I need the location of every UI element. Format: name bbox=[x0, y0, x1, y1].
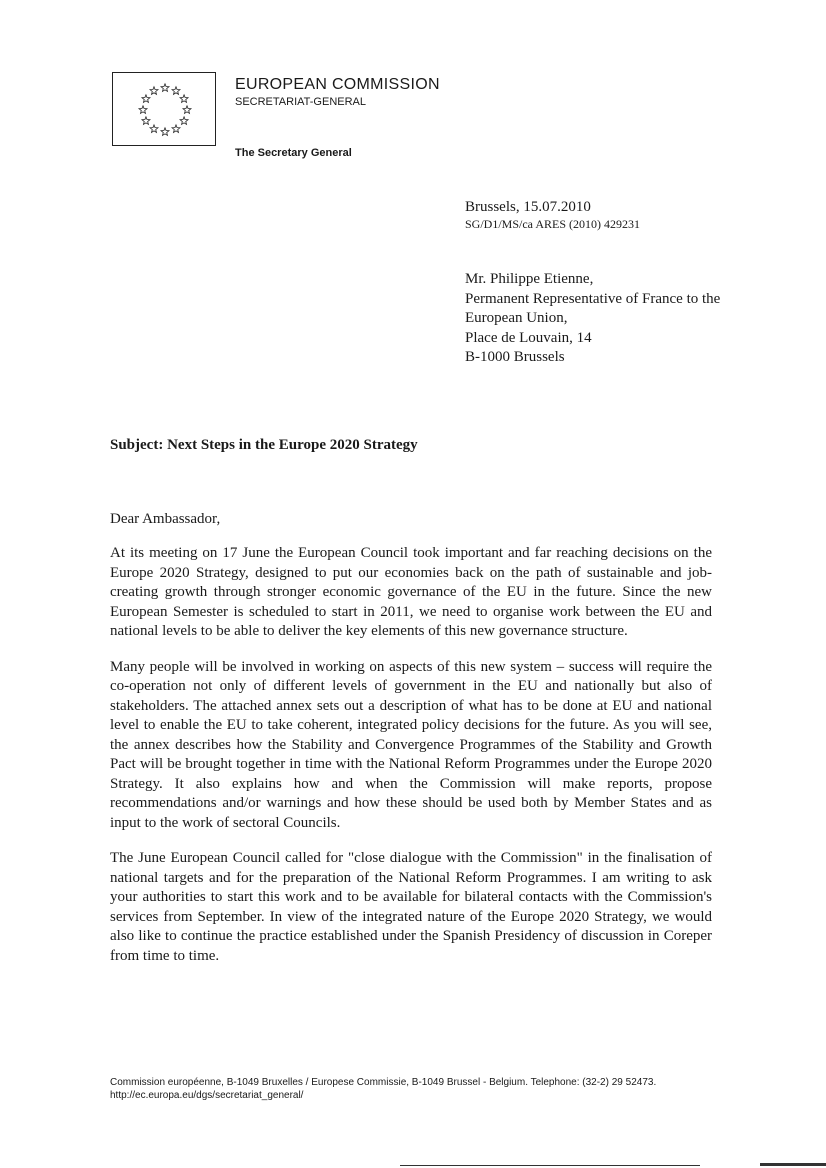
star-icon bbox=[139, 106, 147, 114]
star-icon bbox=[142, 95, 150, 103]
recipient-line: European Union, bbox=[465, 310, 568, 326]
body-paragraph: Many people will be involved in working on aspects of this new system – success will require the co-operation not only of different levels of government in the EU and nationally but also of stakeholders. The attached annex sets out a description of what has to be done at EU and national level to enable the EU to take coherent, integrated policy decisions for the future. As you will see, the annex describes how the Stability and Convergence Programmes of the Stability and Growth Pact will be brought together in time with the National Reform Programmes under the Europe 2020 Strategy. It also explains how and when the Commission will make reports, propose recommendations and/or warnings and how these should be used both by Member States and as input to the work of sectoral Councils. bbox=[110, 658, 712, 831]
recipient-line: Permanent Representative of France to the bbox=[465, 290, 721, 307]
signatory-title: The Secretary General bbox=[235, 147, 352, 159]
footer bbox=[110, 1076, 750, 1102]
recipient-line: Place de Louvain, 14 bbox=[465, 329, 592, 346]
subject-line: Subject: Next Steps in the Europe 2020 Strategy bbox=[110, 437, 418, 453]
recipient-line: Mr. Philippe Etienne, bbox=[465, 271, 594, 287]
body-paragraph: The June European Council called for "close dialogue with the Commission" in the finalisation of national targets and for the preparation of the National Reform Programmes. I am writing to ask your authorities to start this work and to be available for bilateral contacts with the Commission's services from September. In view of the integrated nature of the Europe 2020 Strategy, we would also like to continue the practice established under the Spanish Presidency of discussion in Coreper from time to time. bbox=[110, 850, 712, 964]
reference-number: SG/D1/MS/ca ARES (2010) 429231 bbox=[465, 217, 641, 231]
eu-logo bbox=[112, 72, 216, 146]
star-icon bbox=[150, 87, 158, 95]
star-icon bbox=[180, 117, 188, 125]
org-name: EUROPEAN COMMISSION bbox=[235, 76, 440, 93]
salutation: Dear Ambassador, bbox=[110, 511, 221, 527]
recipient-address bbox=[465, 270, 720, 368]
body-paragraph: At its meeting on 17 June the European Council took important and far reaching decisions on the Europe 2020 Strategy, designed to put our economies back on the path of sustainable and job-creating growth through stronger economic governance of the EU in the future. Since the new European Semester is scheduled to start in 2011, we need to organise work between the EU and national levels to be able to deliver the key elements of this new governance structure. bbox=[110, 545, 712, 639]
star-icon bbox=[150, 125, 158, 133]
star-icon bbox=[172, 87, 180, 95]
letter-body bbox=[110, 544, 712, 982]
footer-address: Commission européenne, B-1049 Bruxelles / Europese Commissie, B-1049 Brussel - Belgium. Telephone: (32-2) 29 52473. bbox=[110, 1077, 657, 1088]
letterhead bbox=[235, 75, 440, 109]
recipient-line: B-1000 Brussels bbox=[465, 349, 565, 365]
footer-url: http://ec.europa.eu/dgs/secretariat_general/ bbox=[110, 1090, 304, 1101]
star-icon bbox=[183, 106, 191, 114]
star-icon bbox=[172, 125, 180, 133]
date-block bbox=[465, 198, 640, 232]
star-icon bbox=[142, 117, 150, 125]
letter-date: Brussels, 15.07.2010 bbox=[465, 199, 591, 215]
eu-stars-icon bbox=[113, 73, 217, 147]
scan-artifact-line bbox=[400, 1165, 700, 1166]
star-icon bbox=[161, 84, 169, 92]
scan-artifact-line bbox=[760, 1163, 826, 1166]
department-name: SECRETARIAT-GENERAL bbox=[235, 96, 367, 108]
star-icon bbox=[161, 128, 169, 136]
star-icon bbox=[180, 95, 188, 103]
